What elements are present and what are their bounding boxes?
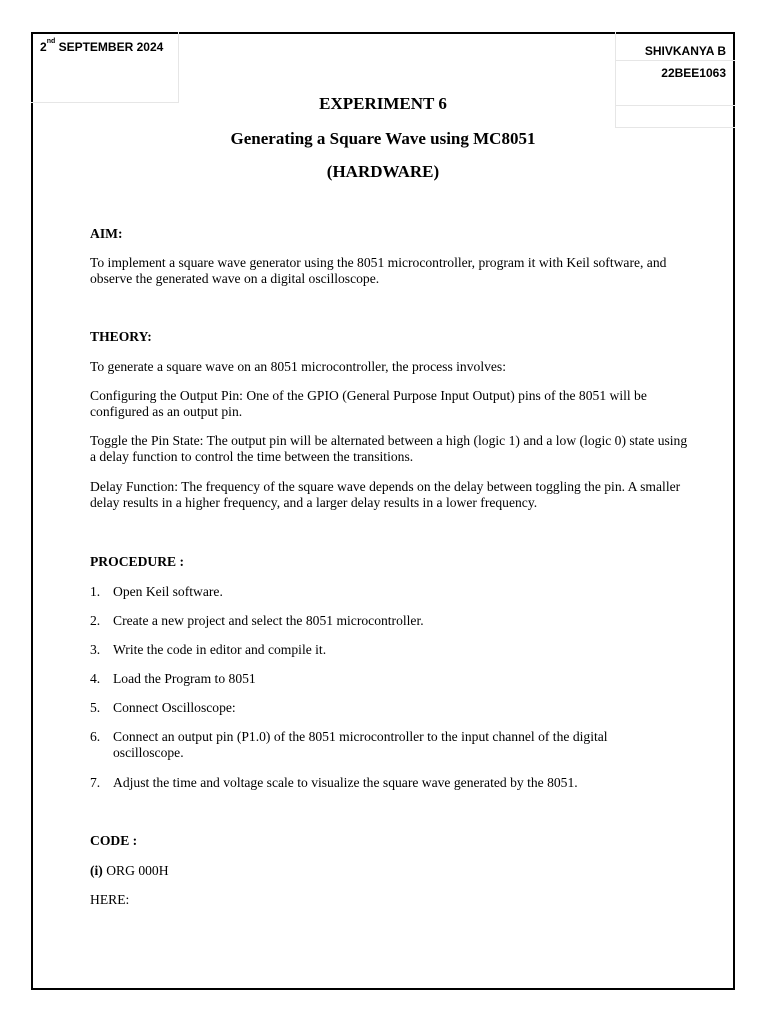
step-number: 7. bbox=[90, 775, 101, 790]
procedure-heading: PROCEDURE : bbox=[90, 554, 185, 569]
code-heading: CODE : bbox=[90, 833, 138, 848]
code-line bbox=[90, 863, 690, 879]
theory-heading: THEORY: bbox=[90, 329, 152, 344]
theory-paragraph: To generate a square wave on an 8051 microcontroller, the process involves: bbox=[90, 359, 506, 374]
step-text: Adjust the time and voltage scale to visualize the square wave generated by the 8051. bbox=[113, 775, 578, 790]
step-text: Load the Program to 8051 bbox=[113, 671, 256, 686]
step-number: 4. bbox=[90, 671, 101, 686]
step-text: Connect an output pin (P1.0) of the 8051 microcontroller to the input channel of the digital oscilloscope. bbox=[113, 729, 608, 760]
step-text: Create a new project and select the 8051 microcontroller. bbox=[113, 613, 424, 628]
aim-heading: AIM: bbox=[90, 226, 123, 241]
step-number: 6. bbox=[90, 729, 101, 744]
code-part-label: (i) bbox=[90, 863, 103, 878]
step-number: 5. bbox=[90, 700, 101, 715]
step-number: 1. bbox=[90, 584, 101, 599]
header-cell-divider bbox=[615, 60, 735, 61]
header-date: 2nd SEPTEMBER 2024 bbox=[40, 38, 164, 54]
code-line: HERE: bbox=[90, 892, 130, 907]
step-text: Write the code in editor and compile it. bbox=[113, 642, 327, 657]
code-text: ORG 000H bbox=[102, 863, 169, 878]
header-cell-divider bbox=[615, 127, 735, 128]
step-number: 3. bbox=[90, 642, 101, 657]
aim-text: To implement a square wave generator using the 8051 microcontroller, program it with Keil software, and observe the generated wave on a digital oscilloscope. bbox=[90, 255, 667, 286]
experiment-title: EXPERIMENT 6 bbox=[319, 94, 447, 113]
header-student-id: 22BEE1063 bbox=[661, 66, 726, 80]
experiment-mode: (HARDWARE) bbox=[326, 162, 440, 181]
theory-paragraph: Toggle the Pin State: The output pin will be alternated between a high (logic 1) and a low (logic 0) state using a delay function to control the time between the transitions. bbox=[90, 433, 688, 464]
header-student-name: SHIVKANYA B bbox=[644, 44, 726, 58]
step-number: 2. bbox=[90, 613, 101, 628]
step-text: Connect Oscilloscope: bbox=[113, 700, 236, 715]
step-text: Open Keil software. bbox=[113, 584, 223, 599]
theory-paragraph: Delay Function: The frequency of the square wave depends on the delay between toggling the pin. A smaller delay results in a higher frequency, and a larger delay results in a lower frequency. bbox=[90, 479, 681, 510]
experiment-subtitle: Generating a Square Wave using MC8051 bbox=[230, 129, 536, 148]
theory-paragraph: Configuring the Output Pin: One of the GPIO (General Purpose Input Output) pins of the 8051 will be configured as an output pin. bbox=[90, 388, 647, 419]
